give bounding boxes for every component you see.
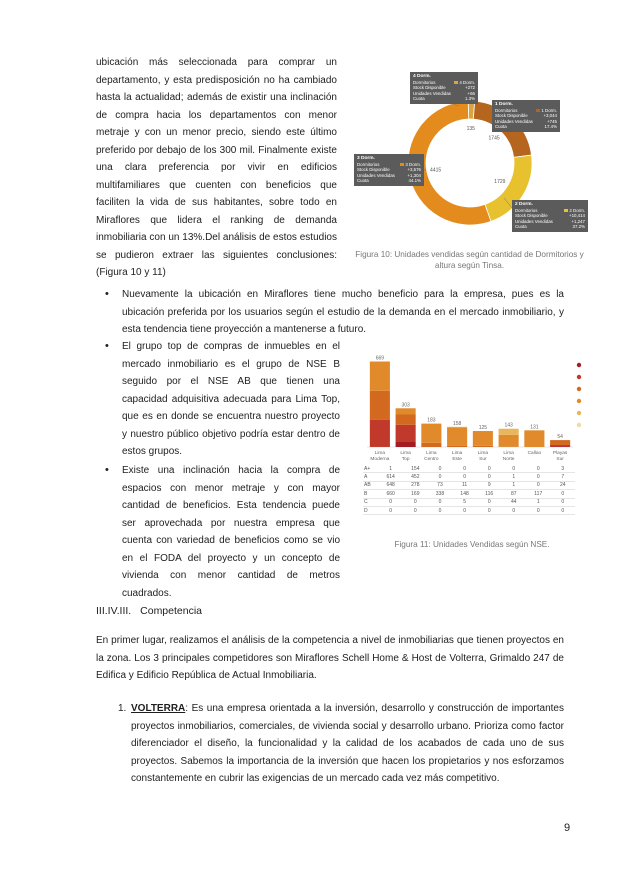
- bar-total-label: 183: [427, 417, 436, 424]
- callout-row: [515, 224, 585, 230]
- bullet-2: [96, 338, 340, 461]
- bullet-dot-icon: •: [105, 288, 109, 300]
- bar-segment-b: [499, 435, 519, 447]
- bar-segment-b: [447, 427, 467, 445]
- bullet-text: El grupo top de compras de inmuebles en el mercado inmobiliario es el grupo de NSE B seguido por el NSE AB que tienen una capacidad adquisitiva adecuada para Lima Top, que es en donde se encuentra nuestro proyecto y nuestro público objetivo podría estar dentro de estos grupos.: [122, 341, 340, 457]
- table-cell: 154: [403, 465, 428, 473]
- category-label: Este: [452, 457, 462, 462]
- bar-segment-a: [370, 420, 390, 447]
- table-cell: 0: [551, 498, 575, 506]
- figure-10: [352, 70, 587, 245]
- callout-row-value: +745: [547, 118, 557, 124]
- table-row: [363, 465, 575, 473]
- bullet-item: [96, 286, 564, 339]
- table-cell: 0: [378, 506, 403, 514]
- table-cell: 44: [502, 498, 526, 506]
- callout-title: 2 Dorm.: [515, 202, 533, 207]
- table-cell: 0: [477, 498, 502, 506]
- category-label: Playas: [552, 451, 568, 456]
- category-label: Lima: [400, 451, 411, 456]
- bullet-dot-icon: •: [105, 464, 109, 476]
- table-cell: 148: [452, 490, 477, 498]
- table-cell: 0: [378, 498, 403, 506]
- donut-callout-3-dorm-: [354, 154, 424, 186]
- bar-total-label: 158: [452, 420, 462, 427]
- callout-row-label: Dormitorios: [515, 207, 538, 213]
- bar-total-label: 143: [504, 422, 513, 429]
- legend-swatch-icon: [400, 163, 404, 166]
- callout-row-label: Unidades Vendidas: [357, 172, 395, 178]
- callout-row-label: Cuota: [357, 178, 369, 184]
- table-cell: 0: [526, 481, 551, 489]
- category-label: Callao: [527, 451, 542, 456]
- table-cell: 9: [477, 481, 502, 489]
- callout-row-value: +3,576: [407, 167, 421, 173]
- legend-dot-icon: [577, 363, 581, 367]
- callout-row: [495, 124, 557, 130]
- category-label: Moderna: [370, 457, 390, 462]
- table-row-label: B: [363, 490, 378, 498]
- category-label: Sur: [479, 457, 487, 462]
- competencia-paragraph: [96, 632, 564, 685]
- table-cell: 0: [477, 465, 502, 473]
- bullet-text: Nuevamente la ubicación en Miraflores tiene mucho beneficio para la empresa, pues es la ubicación preferida por los usuarios según el estudio de la demanda en el mercado inmobiliario, y esta tendencia tiene proyección a mantenerse a futuro.: [122, 289, 564, 335]
- table-row-label: AB: [363, 481, 378, 489]
- callout-row-label: Cuota: [495, 124, 507, 130]
- page-number: [564, 822, 570, 834]
- legend-dot-icon: [577, 387, 581, 391]
- donut-slice-label: 1729: [494, 179, 506, 186]
- bar-segment-aplus: [396, 441, 416, 447]
- section-heading: [96, 605, 202, 617]
- table-cell: 0: [452, 473, 477, 481]
- page-number-text: 9: [564, 822, 571, 834]
- table-cell: 0: [526, 473, 551, 481]
- bar-segment-b: [396, 408, 416, 414]
- bar-segment-c: [499, 429, 519, 435]
- bullet-item: [96, 462, 340, 602]
- callout-row-label: Stock Disponible: [495, 113, 528, 119]
- callout-row-label: Unidades Vendidas: [495, 118, 533, 124]
- callout-row-label: Unidades Vendidas: [413, 90, 451, 96]
- bar-segment-b: [370, 362, 390, 391]
- table-cell: 3: [551, 465, 575, 473]
- table-cell: 1: [502, 473, 526, 481]
- callout-row-value: 37.2%: [572, 224, 585, 230]
- table-row: [363, 473, 575, 481]
- donut-slice-label: 135: [466, 126, 475, 133]
- category-label: Sur: [556, 457, 564, 462]
- table-cell: 452: [403, 473, 428, 481]
- callout-row-value: 44.1%: [408, 178, 421, 184]
- donut-callout-2-dorm-: [512, 200, 588, 232]
- category-label: Lima: [451, 451, 463, 456]
- table-cell: 1: [378, 465, 403, 473]
- table-cell: 0: [428, 473, 453, 481]
- callout-row-label: Stock Disponible: [515, 213, 548, 219]
- table-row: [363, 498, 575, 506]
- bullet-text: Existe una inclinación hacia la compra de espacios con menor metraje y con mayor cantidad de beneficios. Esta tendencia puede ser aprovechada por nuestra empresa que cuenta con variedad de beneficios como se vio en el FODA del proyecto y un concepto de vivienda con menor cantidad de metros cuadrados.: [122, 465, 340, 599]
- callout-row-label: Dormitorios: [495, 107, 518, 113]
- table-cell: 0: [551, 490, 575, 498]
- bar-total-label: 303: [401, 402, 410, 409]
- bullet-3: [96, 462, 340, 602]
- table-cell: 0: [551, 506, 575, 514]
- table-cell: 614: [378, 473, 403, 481]
- table-cell: 0: [428, 506, 453, 514]
- table-cell: 0: [428, 465, 453, 473]
- table-cell: 0: [452, 506, 477, 514]
- callout-row: [357, 178, 421, 184]
- bar-segment-b: [473, 431, 493, 446]
- category-label: Lima: [477, 451, 489, 456]
- category-label: Centro: [424, 457, 439, 462]
- bar-segment-ab: [396, 414, 416, 424]
- callout-row-value: +10,414: [569, 213, 585, 219]
- table-cell: 0: [477, 473, 502, 481]
- table-row: [363, 481, 575, 489]
- category-label: Norte: [502, 457, 515, 462]
- figure-10-caption: [352, 249, 587, 271]
- table-cell: 169: [403, 490, 428, 498]
- legend-dot-icon: [577, 399, 581, 403]
- table-row: [363, 506, 575, 514]
- legend-swatch-icon: [536, 109, 540, 112]
- table-cell: 660: [378, 490, 403, 498]
- list-number: 1.: [118, 703, 127, 714]
- bar-segment-b: [421, 424, 441, 443]
- bar-segment-c: [447, 427, 467, 428]
- legend-swatch-icon: [454, 81, 458, 84]
- callout-row-value: +272: [465, 85, 475, 91]
- callout-row-value: 1.3%: [464, 96, 475, 102]
- table-row: [363, 490, 575, 498]
- callout-row-label: Dormitorios: [357, 161, 380, 167]
- competencia-text: En primer lugar, realizamos el análisis de la competencia a nivel de inmobiliarias que tienen proyectos en la zona. Los 3 principales competidores son Miraflores Schell Home & Host de Volterra, Grimaldo 247 de Edifica y Edificio República de Actual Inmobiliaria.: [96, 635, 564, 681]
- bar-segment-aplus: [550, 446, 570, 447]
- bullet-dot-icon: •: [105, 340, 109, 352]
- callout-row-label: Unidades Vendidas: [515, 218, 553, 224]
- callout-row-value: +3,044: [543, 113, 557, 119]
- list-body: [131, 700, 564, 788]
- table-cell: 0: [403, 498, 428, 506]
- table-cell: 648: [378, 481, 403, 489]
- callout-row-label: Stock Disponible: [357, 167, 390, 173]
- table-cell: 1: [526, 498, 551, 506]
- bar-total-label: 131: [530, 424, 539, 431]
- bar-total-label: 125: [478, 425, 488, 432]
- table-cell: 0: [502, 506, 526, 514]
- section-number: III.IV.III.: [96, 605, 132, 617]
- table-cell: 0: [502, 465, 526, 473]
- nse-data-table: [363, 465, 575, 515]
- competitor-description: : Es una empresa orientada a la inversión, desarrollo y construcción de importantes proyectos inmobiliarios, comerciales, de vivienda social y desarrollo urbano. Prioriza como factor diferenciador el diseño, la funcionalidad y la calidad de los acabados de cada uno de sus proyectos. Sabemos la importancia de la inversión que hacen los propietarios y nos esforzamos constantemente en cubrir las exigencias de un mercado cada vez más competitivo.: [131, 703, 564, 784]
- legend-dot-icon: [577, 375, 581, 379]
- callout-title: 3 Dorm.: [357, 156, 375, 161]
- callout-row-value: 3 Dorm.: [400, 162, 421, 168]
- table-cell: 117: [526, 490, 551, 498]
- callout-row-value: +66: [467, 90, 475, 96]
- bullet-1: [96, 286, 564, 339]
- category-label: Top: [401, 457, 410, 462]
- category-label: Lima: [503, 451, 514, 456]
- callout-row-label: Dormitorios: [413, 79, 436, 85]
- figure-11-caption: [372, 539, 572, 550]
- table-row-label: A: [363, 473, 378, 481]
- table-cell: 87: [502, 490, 526, 498]
- nse-table: [363, 465, 575, 515]
- figure-11: [363, 355, 585, 525]
- bar-total-label: 669: [375, 355, 385, 362]
- bar-segment-ab: [473, 446, 493, 447]
- table-cell: 73: [428, 481, 453, 489]
- table-cell: 1: [502, 481, 526, 489]
- nse-bar-chart: [363, 355, 585, 465]
- callout-row-value: +1,304: [407, 172, 421, 178]
- donut-callout-1-dorm-: [492, 100, 560, 132]
- bar-segment-ab: [550, 440, 570, 445]
- callout-row-value: +1,247: [571, 218, 585, 224]
- donut-slice-label: 4415: [430, 167, 442, 174]
- donut-slice-label: 1745: [488, 135, 500, 142]
- competitor-name: VOLTERRA: [131, 703, 186, 714]
- legend-dot-icon: [577, 411, 581, 415]
- table-row-label: A+: [363, 465, 378, 473]
- bar-segment-a: [550, 445, 570, 446]
- callout-row-value: 4 Dorm.: [454, 80, 475, 86]
- callout-row-value: 17.4%: [544, 124, 557, 130]
- table-cell: 0: [477, 506, 502, 514]
- callout-row-label: Cuota: [413, 96, 425, 102]
- bar-segment-ab: [421, 443, 441, 447]
- section-title: Competencia: [140, 605, 203, 617]
- table-cell: 0: [428, 498, 453, 506]
- callout-row-value: 2 Dorm.: [564, 208, 585, 214]
- bar-segment-b: [524, 430, 544, 447]
- bullet-item: [96, 338, 340, 461]
- bar-segment-ab: [370, 391, 390, 420]
- table-cell: 116: [477, 490, 502, 498]
- figure-10-caption-text: Figura 10: Unidades vendidas según cantidad de Dormitorios y altura según Tinsa.: [355, 250, 584, 270]
- category-label: Lima: [426, 451, 437, 456]
- table-cell: 11: [452, 481, 477, 489]
- table-cell: 0: [452, 465, 477, 473]
- figure-11-caption-text: Figura 11: Unidades Vendidas según NSE.: [394, 540, 550, 549]
- callout-row: [413, 96, 475, 102]
- legend-dot-icon: [577, 423, 581, 427]
- table-cell: 5: [452, 498, 477, 506]
- table-row-label: D: [363, 506, 378, 514]
- donut-callout-4-dorm-: [410, 72, 478, 104]
- callout-row-value: 1 Dorm.: [536, 108, 557, 114]
- table-cell: 24: [551, 481, 575, 489]
- legend-swatch-icon: [564, 209, 568, 212]
- table-cell: 278: [403, 481, 428, 489]
- intro-text: ubicación más seleccionada para comprar un departamento, y esta predisposición no ha cambiado hasta la actualidad; además de existir una inclinación de compra hacia los departamentos con menor metraje y con un menor precio, siendo este último preferido por debajo de los 300 mil. Finalmente existe una clara preferencia por vivir en edificios multifamiliares que cuenten con beneficios que faciliten la vida de sus habitantes, sobre todo en Miraflores que lidera el ranking de demanda inmobiliaria con un 13%.Del análisis de estos estudios se pudieron extraer las siguientes conclusiones: (Figura 10 y 11): [96, 57, 337, 278]
- competitor-item-volterra: [96, 700, 564, 788]
- table-cell: 0: [403, 506, 428, 514]
- table-cell: 0: [526, 465, 551, 473]
- intro-paragraph: [96, 54, 337, 282]
- bar-total-label: 54: [557, 434, 563, 441]
- bar-segment-ab: [447, 446, 467, 447]
- callout-title: 1 Dorm.: [495, 102, 513, 107]
- callout-row-label: Cuota: [515, 224, 527, 230]
- category-label: Lima: [374, 451, 386, 456]
- table-row-label: C: [363, 498, 378, 506]
- table-cell: 0: [526, 506, 551, 514]
- callout-row-label: Stock Disponible: [413, 85, 446, 91]
- table-cell: 7: [551, 473, 575, 481]
- callout-title: 4 Dorm.: [413, 74, 431, 79]
- table-cell: 338: [428, 490, 453, 498]
- bar-segment-a: [396, 425, 416, 442]
